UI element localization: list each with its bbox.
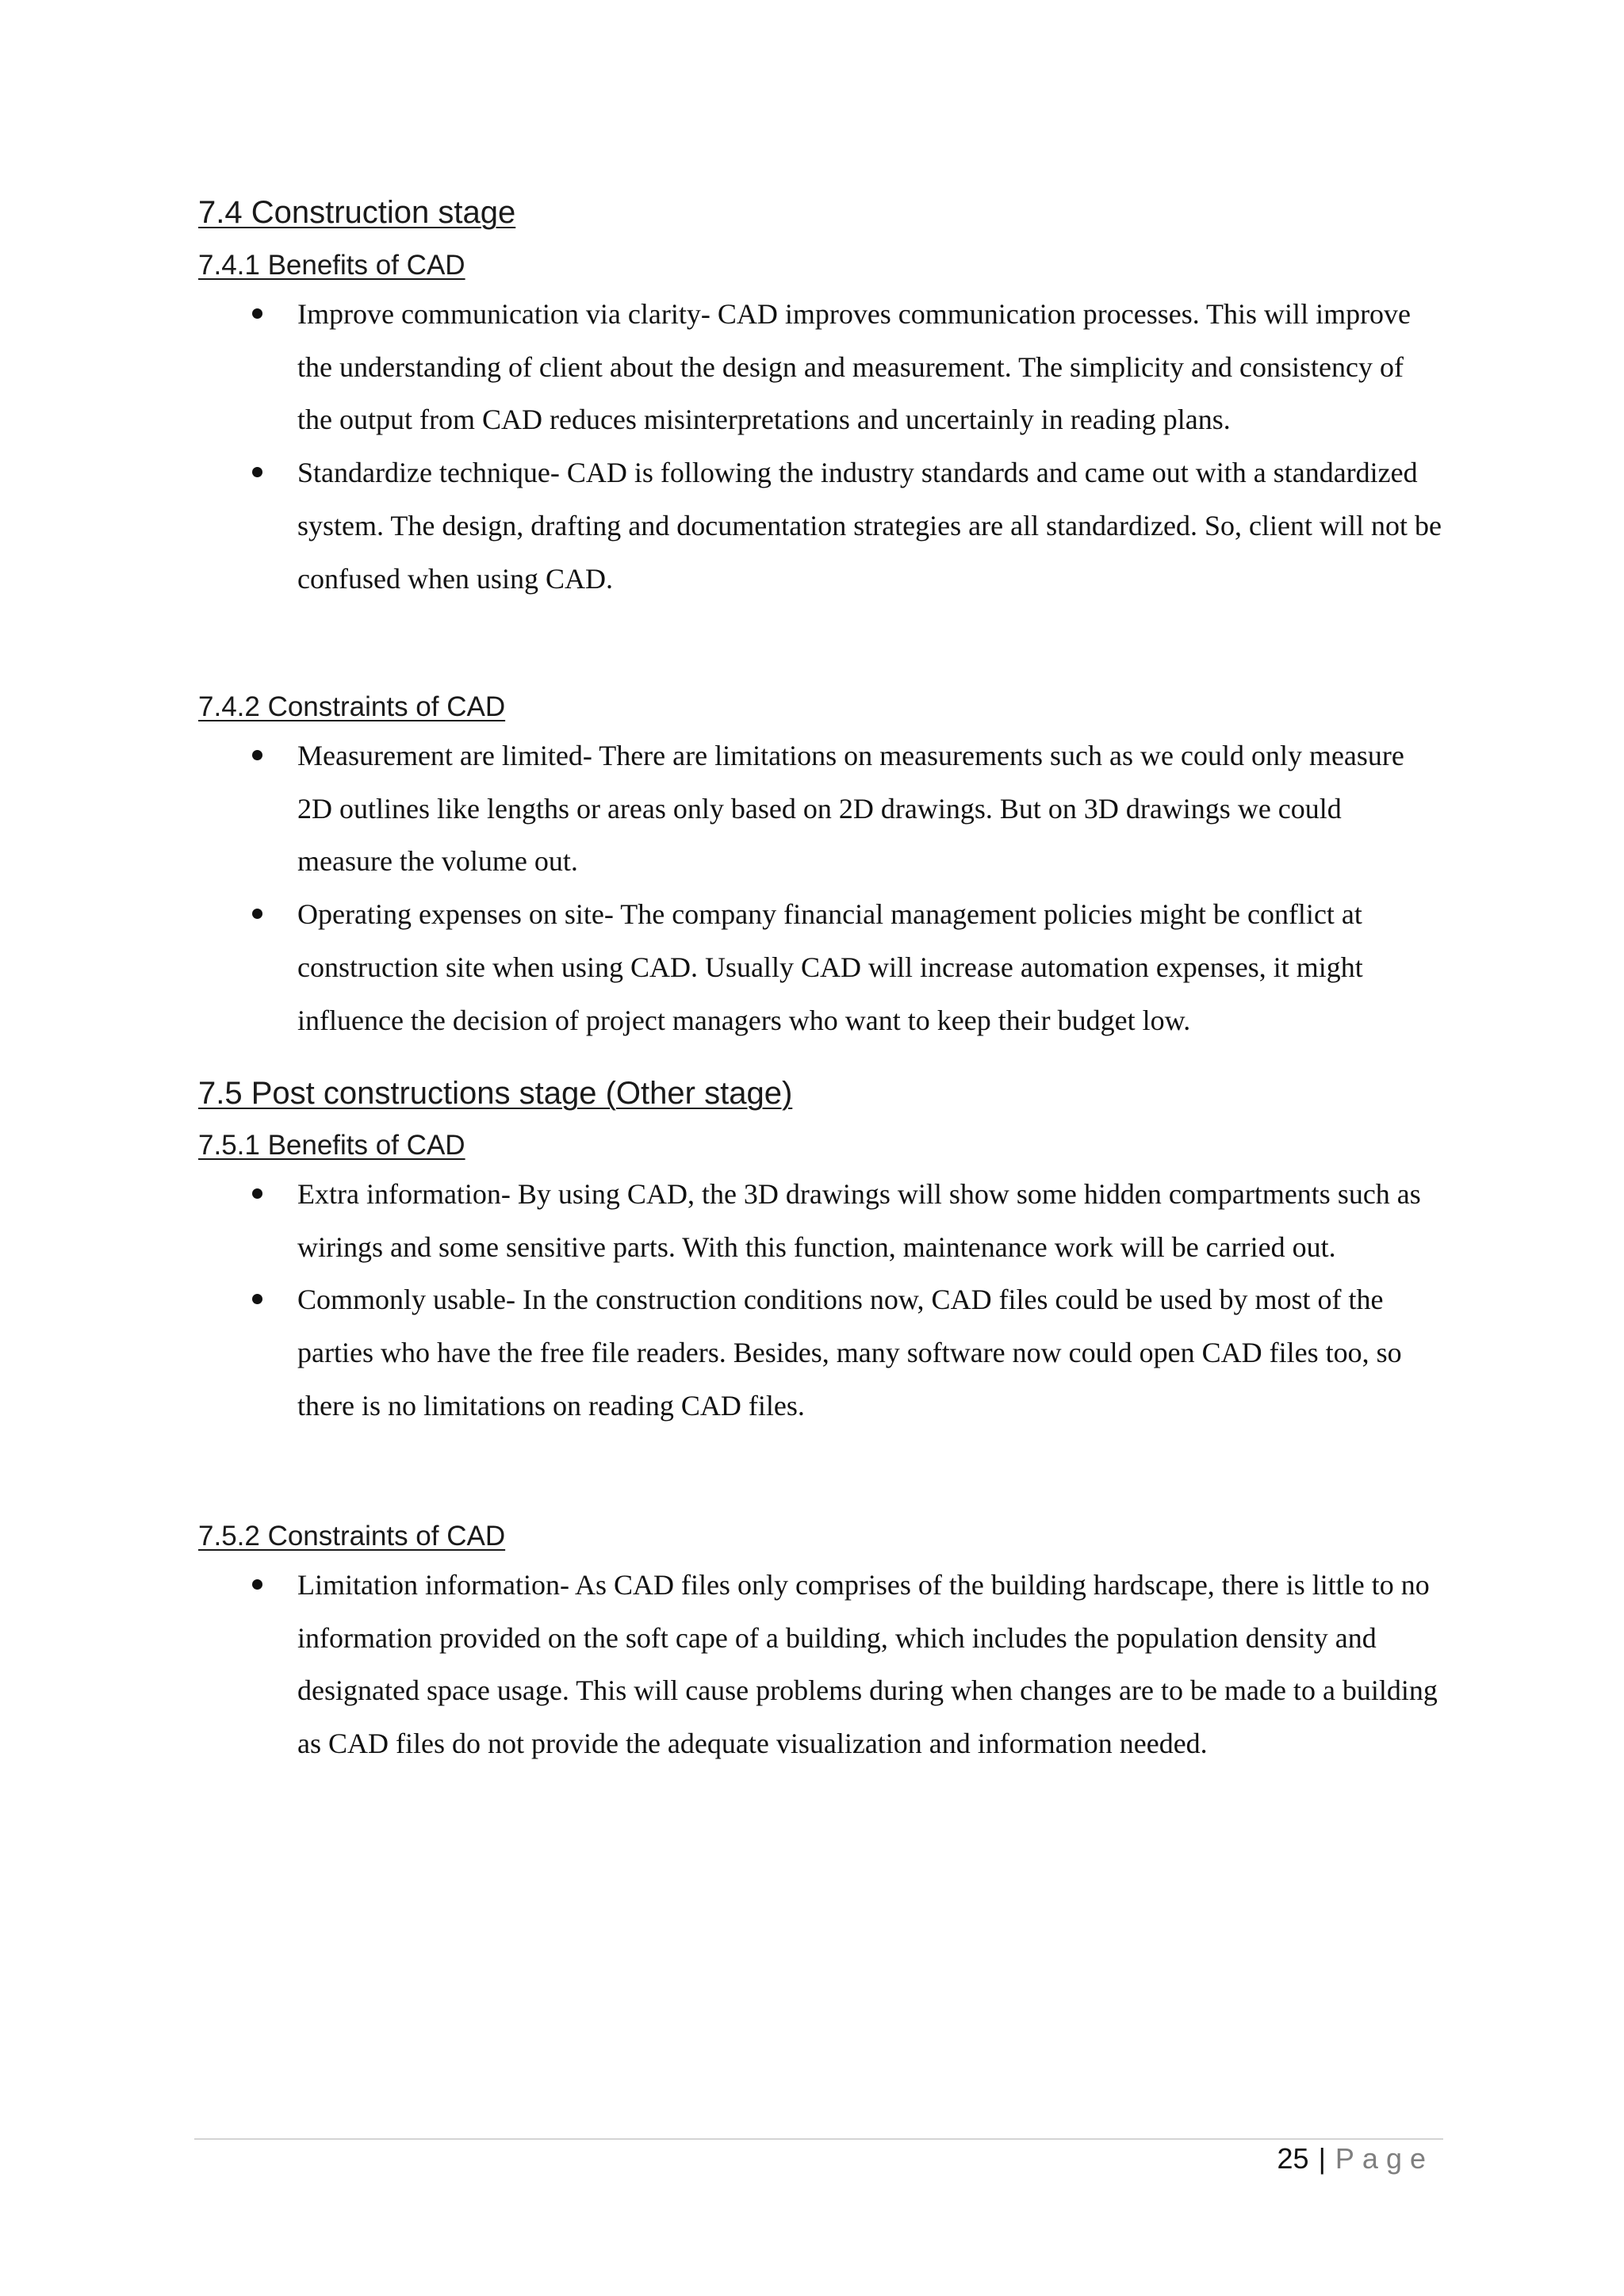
page-number: 25 bbox=[1277, 2142, 1309, 2175]
list-item-text: Commonly usable- In the construction conditions now, CAD files could be used by most of the parties who have the free file readers. Besides, many software now could open CAD files too, so there is no limitations on reading CAD files. bbox=[297, 1284, 1402, 1422]
list-item-text: Operating expenses on site- The company financial management policies might be conflict at construction site when using CAD. Usually CAD will increase automation expenses, it might influence the decision of project managers who want to keep their budget low. bbox=[297, 898, 1363, 1036]
list-item-text: Standardize technique- CAD is following the industry standards and came out with a standardized system. The design, drafting and documentation strategies are all standardized. So, client will not be confused when using CAD. bbox=[297, 457, 1442, 595]
list-item-text: Limitation information- As CAD files only comprises of the building hardscape, there is little to no information provided on the soft cape of a building, which includes the population density and designated space usage. This will cause problems during when changes are to be made to a building as CAD files do not provide the adequate visualization and information needed. bbox=[297, 1569, 1438, 1760]
bullet-icon bbox=[252, 1188, 262, 1199]
subsection-heading-benefits: 7.5.1 Benefits of CAD bbox=[198, 1130, 465, 1161]
page-footer bbox=[1277, 2142, 1434, 2175]
bullet-icon bbox=[252, 308, 262, 319]
bullet-list bbox=[0, 288, 1624, 605]
subsection-heading-benefits: 7.4.1 Benefits of CAD bbox=[198, 250, 465, 281]
subsection-heading-constraints: 7.5.2 Constraints of CAD bbox=[198, 1521, 506, 1552]
list-item-text: Improve communication via clarity- CAD improves communication processes. This will improve the understanding of client about the design and measurement. The simplicity and consistency of the output from CAD reduces misinterpretations and uncertainly in reading plans. bbox=[297, 298, 1411, 436]
list-item bbox=[0, 288, 1443, 446]
bullet-icon bbox=[252, 467, 262, 477]
bullet-icon bbox=[252, 1294, 262, 1304]
footer-separator: | bbox=[1318, 2142, 1326, 2175]
list-item bbox=[0, 1273, 1443, 1432]
footer-divider bbox=[194, 2138, 1443, 2140]
section-heading-construction-stage: 7.4 Construction stage bbox=[198, 195, 516, 230]
bullet-icon bbox=[252, 1579, 262, 1590]
bullet-list bbox=[0, 729, 1624, 1047]
list-item-text: Extra information- By using CAD, the 3D drawings will show some hidden compartments such as wirings and some sensitive parts. With this function, maintenance work will be carried out. bbox=[297, 1178, 1421, 1263]
page-label: Page bbox=[1335, 2142, 1434, 2175]
bullet-list bbox=[0, 1559, 1624, 1770]
list-item bbox=[0, 1559, 1443, 1770]
section-heading-post-construction-stage: 7.5 Post constructions stage (Other stage) bbox=[198, 1076, 793, 1111]
bullet-icon bbox=[252, 909, 262, 919]
list-item bbox=[0, 446, 1443, 605]
list-item-text: Measurement are limited- There are limitations on measurements such as we could only measure 2D outlines like lengths or areas only based on 2D drawings. But on 3D drawings we could measure the volume out. bbox=[297, 740, 1404, 878]
list-item bbox=[0, 729, 1443, 888]
bullet-list bbox=[0, 1168, 1624, 1433]
list-item bbox=[0, 1168, 1443, 1273]
bullet-icon bbox=[252, 750, 262, 760]
list-item bbox=[0, 888, 1443, 1047]
subsection-heading-constraints: 7.4.2 Constraints of CAD bbox=[198, 691, 506, 722]
